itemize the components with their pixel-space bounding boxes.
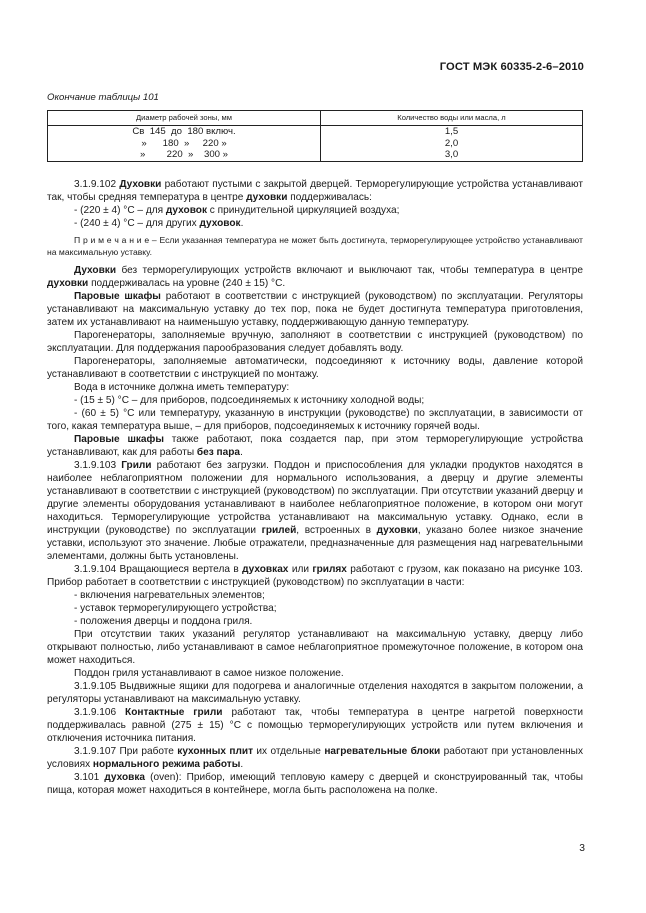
table-row bbox=[48, 149, 583, 161]
list-item: - (15 ± 5) °С – для приборов, подсоединяемых к источнику холодной воды; bbox=[74, 395, 425, 406]
list-item: - (240 ± 4) °С – для других духовок. bbox=[74, 218, 244, 229]
data-table bbox=[47, 110, 583, 162]
page-number: 3 bbox=[579, 843, 585, 854]
document-body bbox=[47, 178, 583, 797]
list-item: - включения нагревательных элементов; bbox=[74, 590, 265, 601]
note-text: – Если указанная температура не может быть достигнута, терморегулирующее устройство устанавливают на максимальную уставку. bbox=[47, 235, 583, 257]
paragraph: Парогенераторы, заполняемые автоматически, подсоединяют к источнику воды, давление которой устанавливают в соответствии с инструкцией по монтажу. bbox=[47, 356, 583, 380]
paragraph: 3.1.9.105 Выдвижные ящики для подогрева и аналогичные отделения находятся в закрытом положении, а регуляторы устанавливают на максимальную уставку. bbox=[47, 681, 583, 705]
column-header-quantity: Количество воды или масла, л bbox=[321, 111, 583, 126]
paragraph: Паровые шкафы работают в соответствии с инструкцией (руководством) по эксплуатации. Регуляторы устанавливают на максимальную уставку до тех пор, пока не будет достигнута температура приготовления, затем их устанавливают на наименьшую уставку, поддерживающую данную температуру. bbox=[47, 291, 583, 328]
table-cell: » 180 » 220 » bbox=[48, 138, 321, 150]
paragraph: 3.101 духовка (oven): Прибор, имеющий тепловую камеру с дверцей и сконструированный так, чтобы пища, которая может находиться в контейнере, могла быть расположена на полке. bbox=[47, 772, 583, 796]
table-row bbox=[48, 126, 583, 138]
table-cell: 2,0 bbox=[321, 138, 583, 150]
document-header: ГОСТ МЭК 60335-2-6–2010 bbox=[439, 61, 584, 73]
column-header-diameter: Диаметр рабочей зоны, мм bbox=[48, 111, 321, 126]
paragraph: Поддон гриля устанавливают в самое низкое положение. bbox=[74, 668, 344, 679]
paragraph: 3.1.9.102 Духовки работают пустыми с закрытой дверцей. Терморегулирующие устройства устанавливают так, чтобы средняя температура в центре духовки поддерживалась: bbox=[47, 179, 583, 203]
note-label: П р и м е ч а н и е bbox=[74, 235, 150, 245]
list-item: - положения дверцы и поддона гриля. bbox=[74, 616, 253, 627]
table-cell: 3,0 bbox=[321, 149, 583, 161]
paragraph: Вода в источнике должна иметь температуру: bbox=[74, 382, 290, 393]
list-item: - уставок терморегулирующего устройства; bbox=[74, 603, 277, 614]
paragraph: Парогенераторы, заполняемые вручную, заполняют в соответствии с инструкцией (руководством) по эксплуатации. Для поддержания парообразования следует добавлять воду. bbox=[47, 330, 583, 354]
list-item: - (220 ± 4) °С – для духовок с принудительной циркуляцией воздуха; bbox=[74, 205, 400, 216]
list-item: - (60 ± 5) °С или температуру, указанную в инструкции (руководстве) по эксплуатации, в зависимости от того, какая температура выше, – для приборов, подсоединяемых к источнику горячей воды. bbox=[47, 408, 583, 432]
paragraph: 3.1.9.107 При работе кухонных плит их отдельные нагревательные блоки работают при установленных условиях нормального режима работы. bbox=[47, 746, 583, 770]
table-header-row bbox=[48, 111, 583, 126]
table-caption: Окончание таблицы 101 bbox=[47, 92, 159, 103]
paragraph: При отсутствии таких указаний регулятор устанавливают на максимальную уставку, дверцу либо открывают полностью, либо устанавливают в самое неблагоприятное промежуточное положение, в котором она может находиться. bbox=[47, 629, 583, 666]
table-cell: » 220 » 300 » bbox=[48, 149, 321, 161]
paragraph: Духовки без терморегулирующих устройств включают и выключают так, чтобы температура в центре духовки поддерживалась на уровне (240 ± 15) °С. bbox=[47, 265, 583, 289]
note bbox=[47, 234, 583, 258]
paragraph: Паровые шкафы также работают, пока создается пар, при этом терморегулирующие устройства устанавливают, как для работы без пара. bbox=[47, 434, 583, 458]
paragraph: 3.1.9.106 Контактные грили работают так, чтобы температура в центре нагретой поверхности поддерживалась равной (275 ± 15) °С с помощью терморегулирующих устройств или путем включения и отключения источника питания. bbox=[47, 707, 583, 744]
table-cell: 1,5 bbox=[321, 126, 583, 138]
table-row bbox=[48, 138, 583, 150]
table-cell: Св 145 до 180 включ. bbox=[48, 126, 321, 138]
paragraph: 3.1.9.103 Грили работают без загрузки. Поддон и приспособления для укладки продуктов находятся в наиболее неблагоприятном положении для нормального использования, а дверцу и другие элементы устанавливают в соответствии с инструкцией (руководством) по эксплуатации. При отсутствии указаний дверцу и другие элементы оборудования устанавливают в наиболее неблагоприятное положение, в котором они могут находиться. Терморегулирующие устройства устанавливают на максимальную уставку. Однако, если в инструкции (руководстве) по эксплуатации грилей, встроенных в духовки, указано более низкое значение уставки, используют это значение. Любые отражатели, предназначенные для размещения над нагревательными элементами, должны быть установлены. bbox=[47, 460, 584, 562]
paragraph: 3.1.9.104 Вращающиеся вертела в духовках или грилях работают с грузом, как показано на рисунке 103. Прибор работает в соответствии с инструкцией (руководством) по эксплуатации в части: bbox=[47, 564, 583, 588]
